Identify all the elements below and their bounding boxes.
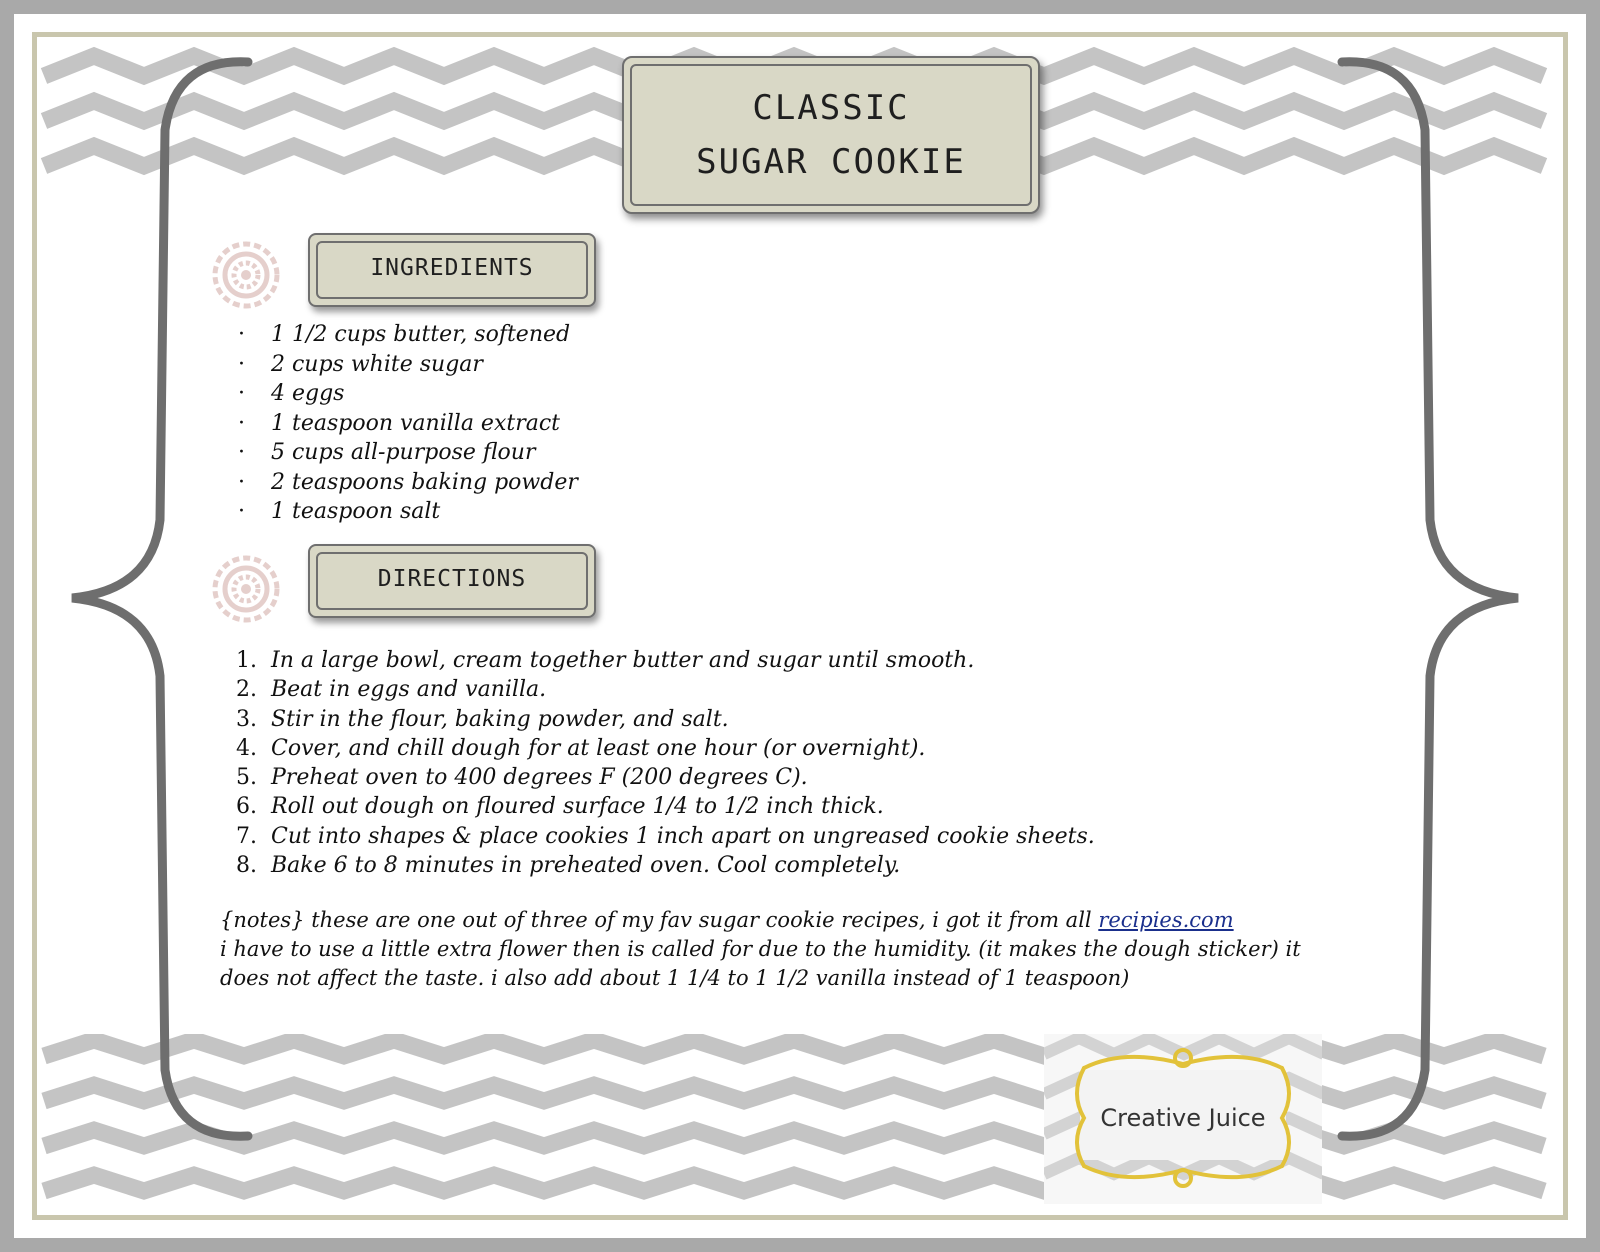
list-item: · 2 cups white sugar [238, 351, 483, 377]
list-item: 3. Stir in the flour, baking powder, and salt. [236, 706, 729, 732]
chevron-band-bottom [14, 1034, 1586, 1214]
title-plate [622, 56, 1040, 214]
doily-icon [210, 553, 282, 625]
notes-line: does not affect the taste. i also add about 1 1/4 to 1 1/2 vanilla instead of 1 teaspoon) [220, 966, 1130, 990]
list-item: · 1 teaspoon vanilla extract [238, 410, 560, 436]
list-item: · 1 1/2 cups butter, softened [238, 322, 571, 347]
list-item: 6. Roll out dough on floured surface 1/4 to 1/2 inch thick. [236, 794, 884, 820]
list-item: 8. Bake 6 to 8 minutes in preheated oven. Cool completely. [236, 853, 901, 879]
list-item: · 2 teaspoons baking powder [238, 469, 578, 495]
list-item: 4. Cover, and chill dough for at least one hour (or overnight). [236, 735, 926, 761]
recipes-link[interactable]: recipies.com [1098, 908, 1234, 932]
list-item: · 4 eggs [238, 381, 345, 406]
ingredients-list [238, 320, 578, 527]
directions-list [236, 646, 1095, 880]
notes-line: i have to use a little extra flower then is called for due to the humidity. (it makes the dough sticker) it [220, 937, 1301, 961]
directions-plate [308, 544, 596, 618]
list-item: 5. Preheat oven to 400 degrees F (200 degrees C). [236, 765, 808, 791]
notes-block [220, 906, 1460, 993]
title-line-1: CLASSIC [752, 88, 910, 128]
doily-icon [210, 239, 282, 311]
title-line-2: SUGAR COOKIE [696, 142, 966, 182]
ingredients-heading: INGREDIENTS [370, 255, 534, 281]
list-item: 7. Cut into shapes & place cookies 1 inch apart on ungreased cookie sheets. [236, 823, 1095, 849]
ingredients-plate [308, 233, 596, 307]
notes-text: {notes} these are one out of three of my fav sugar cookie recipes, i got it from all [220, 908, 1099, 932]
list-item: 1. In a large bowl, cream together butter and sugar until smooth. [236, 648, 975, 673]
logo-text: Creative Juice [1100, 1104, 1266, 1132]
list-item: 2. Beat in eggs and vanilla. [236, 677, 547, 703]
creative-juice-logo [1044, 1034, 1322, 1204]
directions-heading: DIRECTIONS [377, 566, 527, 592]
list-item: · 5 cups all-purpose flour [238, 440, 536, 465]
list-item: · 1 teaspoon salt [238, 499, 441, 524]
